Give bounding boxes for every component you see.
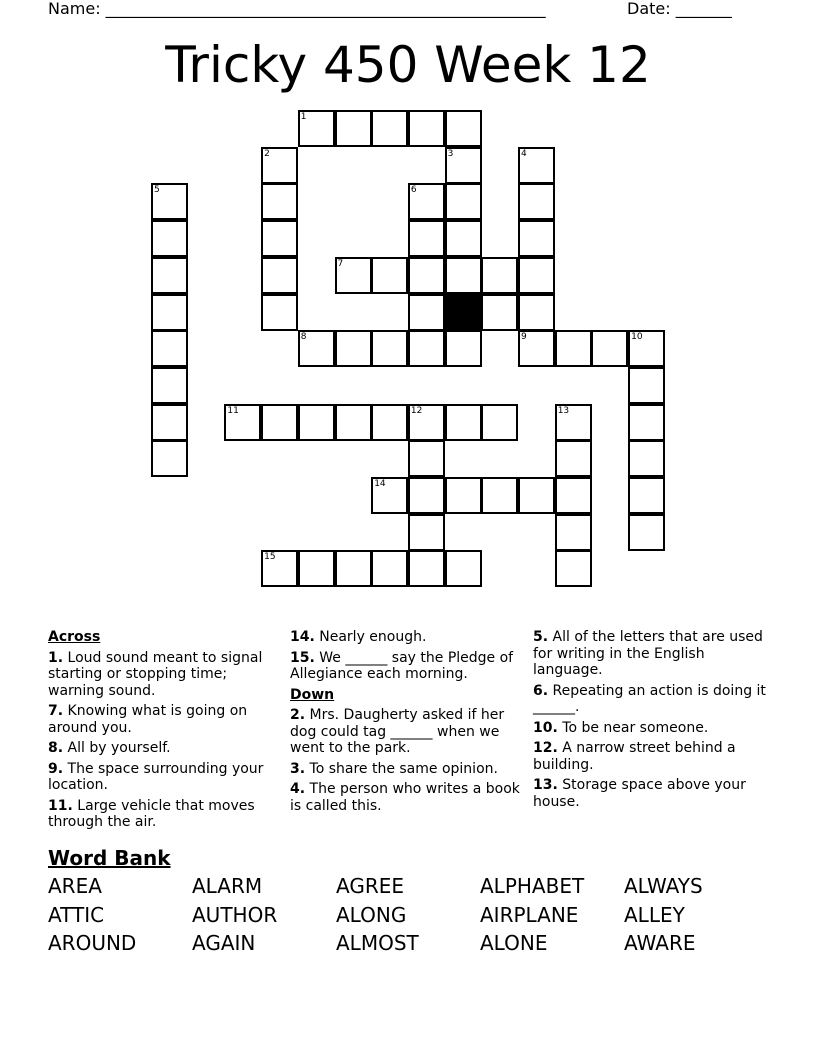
crossword-cell[interactable] <box>555 550 592 587</box>
clue-number-label: 15 <box>264 552 276 563</box>
clue-number: 11. <box>48 797 73 814</box>
crossword-cell[interactable] <box>371 257 408 294</box>
clue-number-label: 8 <box>300 332 307 343</box>
crossword-cell[interactable] <box>518 257 555 294</box>
clue-down-2 <box>290 707 526 757</box>
clue-text: Loud sound meant to signal starting or stopping time; warning sound. <box>48 649 263 699</box>
clue-down-12 <box>533 740 769 773</box>
clue-text: Repeating an action is doing it ______. <box>533 682 766 715</box>
clue-number-label: 6 <box>410 185 417 196</box>
clue-number-label: 14 <box>374 479 386 489</box>
crossword-cell[interactable] <box>335 257 372 294</box>
clue-number-label: 1 <box>300 112 307 122</box>
crossword-cell[interactable] <box>518 220 555 257</box>
crossword-cell[interactable] <box>371 477 408 514</box>
word-bank-item: AGREE <box>336 874 404 898</box>
crossword-cell[interactable] <box>408 404 445 441</box>
clue-number: 12. <box>533 740 558 756</box>
clue-number: 6. <box>533 682 549 699</box>
word-bank-item: AUTHOR <box>192 903 278 927</box>
word-bank-item: ATTIC <box>48 903 105 927</box>
crossword-cell[interactable] <box>408 477 445 514</box>
clue-number: 7. <box>48 703 64 719</box>
clue-number: 8. <box>48 740 64 756</box>
word-bank-item: ALARM <box>192 874 263 898</box>
crossword-cell[interactable] <box>335 330 372 367</box>
crossword-cell[interactable] <box>151 367 188 404</box>
clues-column-1 <box>48 629 276 835</box>
crossword-cell[interactable] <box>371 330 408 367</box>
clue-number: 3. <box>290 760 306 777</box>
crossword-cell[interactable] <box>445 110 482 147</box>
clue-number-label: 12 <box>410 405 423 416</box>
crossword-cell[interactable] <box>371 404 408 441</box>
clues-column-3 <box>533 629 769 814</box>
crossword-cell[interactable] <box>298 330 335 367</box>
clue-across-8 <box>48 740 276 757</box>
clue-down-6 <box>533 683 769 716</box>
crossword-cell[interactable] <box>408 183 445 220</box>
crossword-cell[interactable] <box>518 330 555 367</box>
crossword-cell[interactable] <box>481 404 518 441</box>
word-bank-title: Word Bank <box>48 846 171 870</box>
crossword-cell[interactable] <box>481 294 518 331</box>
clue-number-label: 3 <box>447 148 454 159</box>
date-field[interactable]: Date: _______ <box>627 0 732 18</box>
crossword-cell[interactable] <box>628 404 665 441</box>
crossword-cell[interactable] <box>481 477 518 514</box>
crossword-cell[interactable] <box>445 220 482 257</box>
clue-number-label: 7 <box>337 258 344 269</box>
crossword-cell[interactable] <box>481 257 518 294</box>
crossword-cell[interactable] <box>555 477 592 514</box>
crossword-cell[interactable] <box>151 257 188 294</box>
crossword-cell[interactable] <box>261 147 298 184</box>
word-bank-item: ALWAYS <box>624 874 703 898</box>
clue-text: To be near someone. <box>562 719 709 736</box>
crossword-cell[interactable] <box>555 440 592 477</box>
crossword-cell[interactable] <box>298 404 335 441</box>
crossword-cell[interactable] <box>408 257 445 294</box>
crossword-cell[interactable] <box>628 440 665 477</box>
word-bank-item: AROUND <box>48 931 137 955</box>
word-bank-item: AIRPLANE <box>480 903 579 927</box>
word-bank-item: ALONE <box>480 931 548 955</box>
clue-down-5 <box>533 629 769 679</box>
crossword-cell[interactable] <box>335 404 372 441</box>
name-field[interactable]: Name: _______________________________________________________ <box>48 0 546 18</box>
word-bank-item: ALONG <box>336 903 407 927</box>
clue-text: Mrs. Daugherty asked if her dog could tag ______ when we went to the park. <box>290 707 505 756</box>
clue-number-label: 5 <box>154 185 160 196</box>
clue-across-14 <box>290 629 526 646</box>
crossword-cell[interactable] <box>408 330 445 367</box>
crossword-cell[interactable] <box>298 550 335 587</box>
across-heading: Across <box>48 629 101 645</box>
clue-number: 15. <box>290 649 315 666</box>
clue-number: 2. <box>290 707 306 723</box>
clue-text: Nearly enough. <box>319 629 427 645</box>
clue-number: 5. <box>533 629 549 645</box>
crossword-cell[interactable] <box>518 183 555 220</box>
clue-number-label: 11 <box>227 405 239 416</box>
word-bank-item: ALLEY <box>624 903 685 927</box>
word-bank-item: AWARE <box>624 931 696 955</box>
clue-across-1 <box>48 650 276 700</box>
clue-number: 1. <box>48 649 64 666</box>
clue-across-9 <box>48 761 276 794</box>
word-bank-item: ALMOST <box>336 931 419 955</box>
clue-number: 9. <box>48 760 64 777</box>
clue-text: Knowing what is going on around you. <box>48 703 248 736</box>
clue-number-label: 13 <box>557 405 570 416</box>
crossword-cell[interactable] <box>628 330 665 367</box>
crossword-cell[interactable] <box>371 110 408 147</box>
crossword-cell[interactable] <box>555 514 592 551</box>
crossword-cell[interactable] <box>408 294 445 331</box>
crossword-cell[interactable] <box>445 257 482 294</box>
crossword-cell[interactable] <box>151 220 188 257</box>
crossword-cell[interactable] <box>151 404 188 441</box>
crossword-cell[interactable] <box>261 220 298 257</box>
crossword-cell[interactable] <box>335 550 372 587</box>
clue-across-7 <box>48 703 276 736</box>
crossword-cell[interactable] <box>151 440 188 477</box>
clue-text: Large vehicle that moves through the air. <box>48 797 255 830</box>
clue-number-label: 9 <box>521 332 527 343</box>
crossword-cell[interactable] <box>261 550 298 587</box>
clue-text: A narrow street behind a building. <box>533 740 736 773</box>
clue-text: The person who writes a book is called this. <box>290 781 520 814</box>
crossword-cell[interactable] <box>445 183 482 220</box>
clue-number: 13. <box>533 777 558 793</box>
clue-across-15 <box>290 650 526 683</box>
crossword-cell[interactable] <box>445 404 482 441</box>
crossword-cell[interactable] <box>408 550 445 587</box>
clue-down-13 <box>533 777 769 810</box>
clue-down-4 <box>290 781 526 814</box>
crossword-cell[interactable] <box>555 330 592 367</box>
word-bank-item: AGAIN <box>192 931 256 955</box>
crossword-cell[interactable] <box>445 147 482 184</box>
clue-text: The space surrounding your location. <box>48 760 264 793</box>
crossword-cell[interactable] <box>628 367 665 404</box>
crossword-cell[interactable] <box>151 330 188 367</box>
clue-text: We ______ say the Pledge of Allegiance each morning. <box>290 649 514 682</box>
clue-number-label: 4 <box>521 148 527 159</box>
clue-number: 14. <box>290 629 315 645</box>
crossword-cell[interactable] <box>555 404 592 441</box>
clue-number-label: 2 <box>264 148 270 159</box>
clue-down-3 <box>290 761 526 778</box>
crossword-cell[interactable] <box>518 147 555 184</box>
crossword-cell[interactable] <box>224 404 261 441</box>
crossword-cell[interactable] <box>408 440 445 477</box>
crossword-cell[interactable] <box>445 477 482 514</box>
crossword-cell[interactable] <box>261 404 298 441</box>
crossword-cell[interactable] <box>261 294 298 331</box>
clue-across-11 <box>48 798 276 831</box>
crossword-cell[interactable] <box>151 294 188 331</box>
crossword-cell[interactable] <box>371 550 408 587</box>
crossword-cell[interactable] <box>408 514 445 551</box>
crossword-cell[interactable] <box>408 220 445 257</box>
word-bank-item: ALPHABET <box>480 874 585 898</box>
crossword-cell[interactable] <box>628 477 665 514</box>
crossword-cell[interactable] <box>151 183 188 220</box>
crossword-cell[interactable] <box>261 183 298 220</box>
crossword-cell[interactable] <box>445 550 482 587</box>
crossword-cell[interactable] <box>298 110 335 147</box>
crossword-cell[interactable] <box>261 257 298 294</box>
clue-number: 10. <box>533 719 558 736</box>
clue-text: All of the letters that are used for writing in the English language. <box>533 629 763 678</box>
crossword-cell[interactable] <box>518 294 555 331</box>
clue-down-10 <box>533 720 769 737</box>
clue-number-label: 10 <box>631 332 643 343</box>
clue-text: All by yourself. <box>67 740 171 756</box>
down-heading: Down <box>290 686 335 703</box>
crossword-cell[interactable] <box>591 330 628 367</box>
word-bank-item: AREA <box>48 874 102 898</box>
clue-text: Storage space above your house. <box>533 777 746 810</box>
crossword-cell[interactable] <box>408 110 445 147</box>
clue-number: 4. <box>290 781 306 797</box>
black-square <box>445 294 482 331</box>
crossword-cell[interactable] <box>518 477 555 514</box>
clues-column-2 <box>290 629 526 818</box>
crossword-cell[interactable] <box>445 330 482 367</box>
crossword-cell[interactable] <box>335 110 372 147</box>
clue-text: To share the same opinion. <box>309 760 498 777</box>
page-title: Tricky 450 Week 12 <box>165 36 651 94</box>
crossword-cell[interactable] <box>628 514 665 551</box>
